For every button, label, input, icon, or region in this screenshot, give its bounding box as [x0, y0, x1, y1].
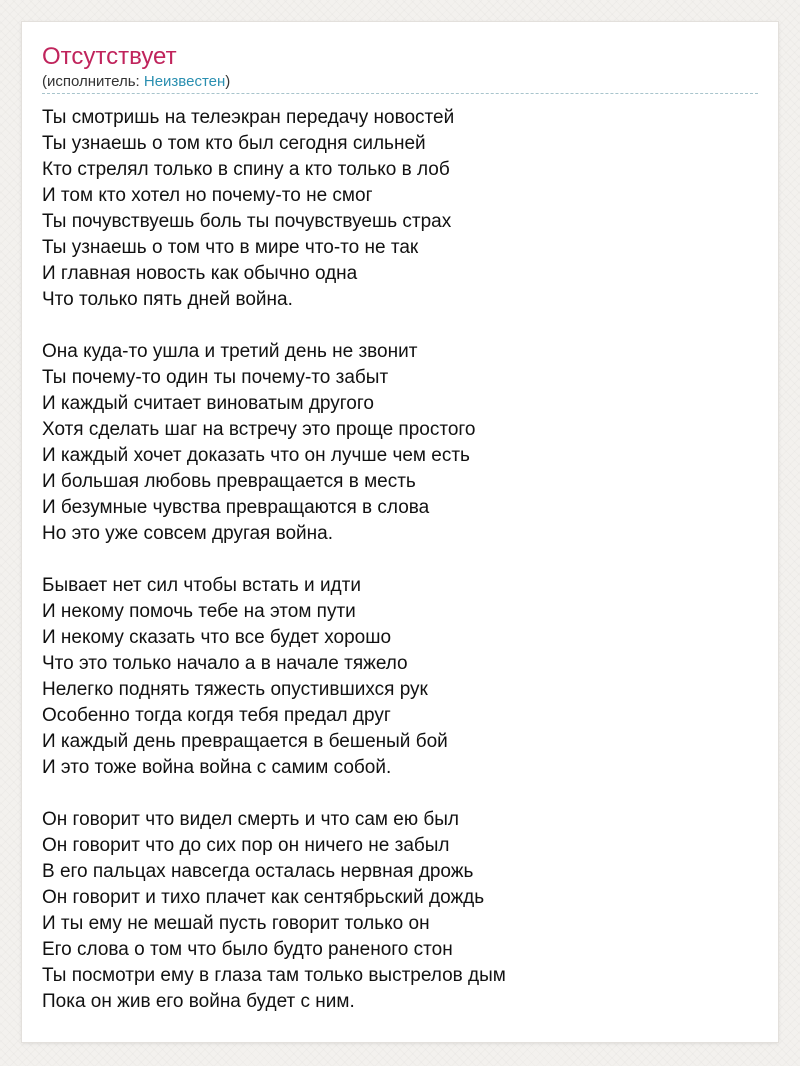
- lyrics-line: Хотя сделать шаг на встречу это проще простого: [42, 419, 476, 440]
- artist-link[interactable]: Неизвестен: [143, 73, 226, 90]
- artist-suffix: ): [225, 73, 231, 90]
- lyrics-line: И каждый день превращается в бешеный бой: [42, 731, 448, 752]
- lyrics-line: Он говорит что до сих пор он ничего не забыл: [42, 835, 450, 856]
- lyrics-line: Ты узнаешь о том кто был сегодня сильней: [42, 133, 426, 154]
- lyrics-line: Ты узнаешь о том что в мире что-то не так: [42, 237, 419, 258]
- lyrics-body: [42, 105, 758, 1041]
- artist-line: [42, 73, 758, 94]
- lyrics-line: И безумные чувства превращаются в слова: [42, 497, 430, 518]
- lyrics-line: Он говорит что видел смерть и что сам ею был: [42, 809, 459, 830]
- lyrics-line: И том кто хотел но почему-то не смог: [42, 185, 373, 206]
- lyrics-line: И ты ему не мешай пусть говорит только он: [42, 913, 430, 934]
- lyrics-line: Она куда-то ушла и третий день не звонит: [42, 341, 418, 362]
- lyrics-line: И каждый хочет доказать что он лучше чем есть: [42, 445, 470, 466]
- lyrics-line: Пока он жив его война будет с ним.: [42, 991, 355, 1012]
- song-title: Отсутствует: [42, 43, 177, 70]
- lyrics-stanza: [42, 339, 758, 547]
- lyrics-line: Но это уже совсем другая война.: [42, 523, 334, 544]
- lyrics-line: И некому сказать что все будет хорошо: [42, 627, 392, 648]
- lyrics-line: И каждый считает виноватым другого: [42, 393, 374, 414]
- lyrics-line: Ты почувствуешь боль ты почувствуешь страх: [42, 211, 452, 232]
- lyrics-line: В его пальцах навсегда осталась нервная дрожь: [42, 861, 474, 882]
- lyrics-line: Ты смотришь на телеэкран передачу новостей: [42, 107, 455, 128]
- lyrics-line: Кто стрелял только в спину а кто только в лоб: [42, 159, 450, 180]
- lyrics-line: И главная новость как обычно одна: [42, 263, 358, 284]
- lyrics-line: И некому помочь тебе на этом пути: [42, 601, 356, 622]
- lyrics-stanza: [42, 105, 758, 313]
- lyrics-line: Ты почему-то один ты почему-то забыт: [42, 367, 389, 388]
- lyrics-line: Ты посмотри ему в глаза там только выстрелов дым: [42, 965, 506, 986]
- lyrics-line: Что это только начало а в начале тяжело: [42, 653, 408, 674]
- lyrics-line: И большая любовь превращается в месть: [42, 471, 416, 492]
- lyrics-stanza: [42, 807, 758, 1015]
- lyrics-stanza: [42, 573, 758, 781]
- lyrics-line: Нелегко поднять тяжесть опустившихся рук: [42, 679, 428, 700]
- lyrics-line: Особенно тогда когдя тебя предал друг: [42, 705, 391, 726]
- lyrics-line: Он говорит и тихо плачет как сентябрьский дождь: [42, 887, 485, 908]
- lyrics-line: И это тоже война война с самим собой.: [42, 757, 392, 778]
- lyrics-line: Бывает нет сил чтобы встать и идти: [42, 575, 361, 596]
- artist-prefix: (исполнитель:: [42, 73, 144, 90]
- lyrics-line: Его слова о том что было будто раненого стон: [42, 939, 453, 960]
- lyrics-line: Что только пять дней война.: [42, 289, 293, 310]
- lyrics-card: [22, 22, 778, 1042]
